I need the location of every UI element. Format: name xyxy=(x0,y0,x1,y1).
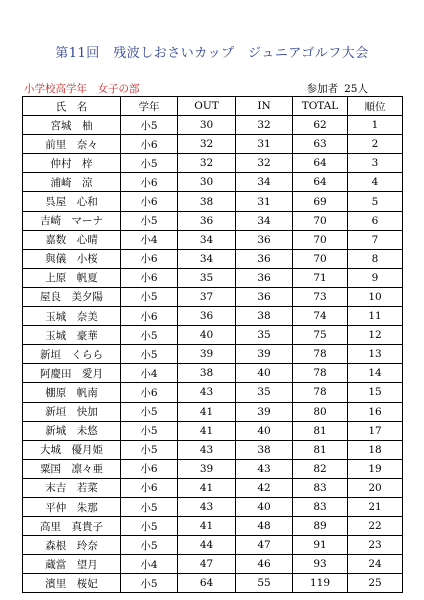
table-row xyxy=(23,497,403,516)
in-score: 38 xyxy=(236,440,293,459)
participant-count-value: 25人 xyxy=(344,83,368,95)
grade: 小6 xyxy=(121,135,178,154)
total-score: 63 xyxy=(293,135,348,154)
rank: 7 xyxy=(348,230,403,249)
player-name: 新城 未悠 xyxy=(23,421,121,440)
in-score: 36 xyxy=(236,230,293,249)
total-score: 80 xyxy=(293,402,348,421)
grade: 小4 xyxy=(121,230,178,249)
header-grade: 学年 xyxy=(121,97,178,116)
grade: 小4 xyxy=(121,555,178,574)
out-score: 34 xyxy=(178,249,236,268)
player-name: 呉屋 心和 xyxy=(23,192,121,211)
in-score: 36 xyxy=(236,249,293,268)
participant-count-label: 参加者 xyxy=(306,83,339,95)
rank: 10 xyxy=(348,287,403,306)
rank: 14 xyxy=(348,364,403,383)
in-score: 40 xyxy=(236,497,293,516)
total-score: 78 xyxy=(293,383,348,402)
in-score: 35 xyxy=(236,326,293,345)
out-score: 64 xyxy=(178,574,236,593)
out-score: 37 xyxy=(178,287,236,306)
player-name: 濱里 桜妃 xyxy=(23,574,121,593)
total-score: 89 xyxy=(293,517,348,536)
rank: 18 xyxy=(348,440,403,459)
player-name: 阿慶田 愛月 xyxy=(23,364,121,383)
grade: 小6 xyxy=(121,268,178,287)
in-score: 31 xyxy=(236,135,293,154)
player-name: 屋良 美夕陽 xyxy=(23,287,121,306)
header-total: TOTAL xyxy=(293,97,348,116)
in-score: 35 xyxy=(236,383,293,402)
rank: 3 xyxy=(348,154,403,173)
player-name: 宮城 柚 xyxy=(23,116,121,135)
table-row xyxy=(23,555,403,574)
grade: 小5 xyxy=(121,345,178,364)
in-score: 43 xyxy=(236,459,293,478)
in-score: 46 xyxy=(236,555,293,574)
in-score: 32 xyxy=(236,154,293,173)
total-score: 81 xyxy=(293,421,348,440)
table-row xyxy=(23,440,403,459)
grade: 小6 xyxy=(121,307,178,326)
grade: 小5 xyxy=(121,517,178,536)
player-name: 新垣 くらら xyxy=(23,345,121,364)
in-score: 39 xyxy=(236,345,293,364)
in-score: 36 xyxy=(236,268,293,287)
in-score: 39 xyxy=(236,402,293,421)
in-score: 38 xyxy=(236,307,293,326)
table-row xyxy=(23,459,403,478)
out-score: 39 xyxy=(178,459,236,478)
tournament-title: 第11回 残波しおさいカップ ジュニアゴルフ大会 xyxy=(55,46,369,61)
out-score: 38 xyxy=(178,192,236,211)
grade: 小6 xyxy=(121,192,178,211)
total-score: 64 xyxy=(293,173,348,192)
table-row xyxy=(23,173,403,192)
out-score: 41 xyxy=(178,478,236,497)
total-score: 64 xyxy=(293,154,348,173)
rank: 6 xyxy=(348,211,403,230)
out-score: 36 xyxy=(178,307,236,326)
player-name: 大城 優月姫 xyxy=(23,440,121,459)
in-score: 40 xyxy=(236,421,293,440)
table-row xyxy=(23,287,403,306)
total-score: 91 xyxy=(293,536,348,555)
out-score: 41 xyxy=(178,402,236,421)
table-row xyxy=(23,517,403,536)
rank: 5 xyxy=(348,192,403,211)
total-score: 71 xyxy=(293,268,348,287)
out-score: 30 xyxy=(178,116,236,135)
total-score: 119 xyxy=(293,574,348,593)
division-label: 小学校高学年 女子の部 xyxy=(24,83,140,95)
total-score: 78 xyxy=(293,364,348,383)
player-name: 仲村 梓 xyxy=(23,154,121,173)
rank: 2 xyxy=(348,135,403,154)
total-score: 75 xyxy=(293,326,348,345)
player-name: 末吉 若菜 xyxy=(23,478,121,497)
table-row xyxy=(23,478,403,497)
out-score: 41 xyxy=(178,421,236,440)
table-row xyxy=(23,249,403,268)
participant-count xyxy=(301,81,368,96)
table-row xyxy=(23,574,403,593)
out-score: 30 xyxy=(178,173,236,192)
grade: 小5 xyxy=(121,497,178,516)
grade: 小6 xyxy=(121,478,178,497)
rank: 15 xyxy=(348,383,403,402)
rank: 24 xyxy=(348,555,403,574)
in-score: 32 xyxy=(236,116,293,135)
total-score: 82 xyxy=(293,459,348,478)
total-score: 70 xyxy=(293,230,348,249)
total-score: 70 xyxy=(293,211,348,230)
grade: 小6 xyxy=(121,173,178,192)
out-score: 40 xyxy=(178,326,236,345)
player-name: 玉城 豪華 xyxy=(23,326,121,345)
out-score: 39 xyxy=(178,345,236,364)
out-score: 36 xyxy=(178,211,236,230)
in-score: 55 xyxy=(236,574,293,593)
table-row xyxy=(23,383,403,402)
out-score: 35 xyxy=(178,268,236,287)
in-score: 42 xyxy=(236,478,293,497)
rank: 12 xyxy=(348,326,403,345)
out-score: 44 xyxy=(178,536,236,555)
results-table xyxy=(22,96,403,593)
in-score: 34 xyxy=(236,173,293,192)
table-row xyxy=(23,421,403,440)
out-score: 38 xyxy=(178,364,236,383)
in-score: 48 xyxy=(236,517,293,536)
player-name: 粟国 凛々亜 xyxy=(23,459,121,478)
rank: 21 xyxy=(348,497,403,516)
header-rank: 順位 xyxy=(348,97,403,116)
grade: 小5 xyxy=(121,326,178,345)
total-score: 83 xyxy=(293,497,348,516)
table-row xyxy=(23,326,403,345)
grade: 小6 xyxy=(121,383,178,402)
player-name: 棚原 帆南 xyxy=(23,383,121,402)
in-score: 47 xyxy=(236,536,293,555)
grade: 小5 xyxy=(121,154,178,173)
table-row xyxy=(23,230,403,249)
table-row xyxy=(23,268,403,287)
player-name: 前里 奈々 xyxy=(23,135,121,154)
rank: 9 xyxy=(348,268,403,287)
grade: 小5 xyxy=(121,536,178,555)
grade: 小5 xyxy=(121,421,178,440)
rank: 23 xyxy=(348,536,403,555)
player-name: 與儀 小桜 xyxy=(23,249,121,268)
rank: 11 xyxy=(348,307,403,326)
table-row xyxy=(23,307,403,326)
player-name: 平仲 朱那 xyxy=(23,497,121,516)
header-name: 氏 名 xyxy=(23,97,121,116)
table-row xyxy=(23,116,403,135)
total-score: 73 xyxy=(293,287,348,306)
header-out: OUT xyxy=(178,97,236,116)
table-row xyxy=(23,536,403,555)
out-score: 41 xyxy=(178,517,236,536)
total-score: 93 xyxy=(293,555,348,574)
in-score: 31 xyxy=(236,192,293,211)
out-score: 32 xyxy=(178,135,236,154)
rank: 25 xyxy=(348,574,403,593)
player-name: 蔵當 望月 xyxy=(23,555,121,574)
division-header xyxy=(22,81,402,95)
total-score: 62 xyxy=(293,116,348,135)
table-row xyxy=(23,402,403,421)
total-score: 69 xyxy=(293,192,348,211)
player-name: 上原 帆夏 xyxy=(23,268,121,287)
total-score: 74 xyxy=(293,307,348,326)
grade: 小5 xyxy=(121,574,178,593)
rank: 13 xyxy=(348,345,403,364)
rank: 19 xyxy=(348,459,403,478)
grade: 小6 xyxy=(121,249,178,268)
header-row xyxy=(23,97,403,116)
grade: 小5 xyxy=(121,287,178,306)
in-score: 40 xyxy=(236,364,293,383)
player-name: 高里 真貴子 xyxy=(23,517,121,536)
grade: 小5 xyxy=(121,116,178,135)
total-score: 81 xyxy=(293,440,348,459)
in-score: 34 xyxy=(236,211,293,230)
grade: 小5 xyxy=(121,211,178,230)
out-score: 43 xyxy=(178,383,236,402)
rank: 22 xyxy=(348,517,403,536)
table-row xyxy=(23,135,403,154)
total-score: 83 xyxy=(293,478,348,497)
out-score: 47 xyxy=(178,555,236,574)
player-name: 新垣 快加 xyxy=(23,402,121,421)
table-row xyxy=(23,211,403,230)
out-score: 34 xyxy=(178,230,236,249)
player-name: 玉城 奈美 xyxy=(23,307,121,326)
header-in: IN xyxy=(236,97,293,116)
rank: 17 xyxy=(348,421,403,440)
total-score: 78 xyxy=(293,345,348,364)
out-score: 43 xyxy=(178,440,236,459)
rank: 4 xyxy=(348,173,403,192)
player-name: 嘉数 心晴 xyxy=(23,230,121,249)
in-score: 36 xyxy=(236,287,293,306)
player-name: 浦崎 涼 xyxy=(23,173,121,192)
grade: 小5 xyxy=(121,440,178,459)
grade: 小6 xyxy=(121,459,178,478)
player-name: 森根 玲奈 xyxy=(23,536,121,555)
table-row xyxy=(23,154,403,173)
out-score: 32 xyxy=(178,154,236,173)
rank: 1 xyxy=(348,116,403,135)
rank: 20 xyxy=(348,478,403,497)
grade: 小4 xyxy=(121,364,178,383)
rank: 8 xyxy=(348,249,403,268)
table-row xyxy=(23,192,403,211)
out-score: 43 xyxy=(178,497,236,516)
grade: 小5 xyxy=(121,402,178,421)
player-name: 吉崎 マーナ xyxy=(23,211,121,230)
rank: 16 xyxy=(348,402,403,421)
table-row xyxy=(23,364,403,383)
total-score: 70 xyxy=(293,249,348,268)
table-row xyxy=(23,345,403,364)
